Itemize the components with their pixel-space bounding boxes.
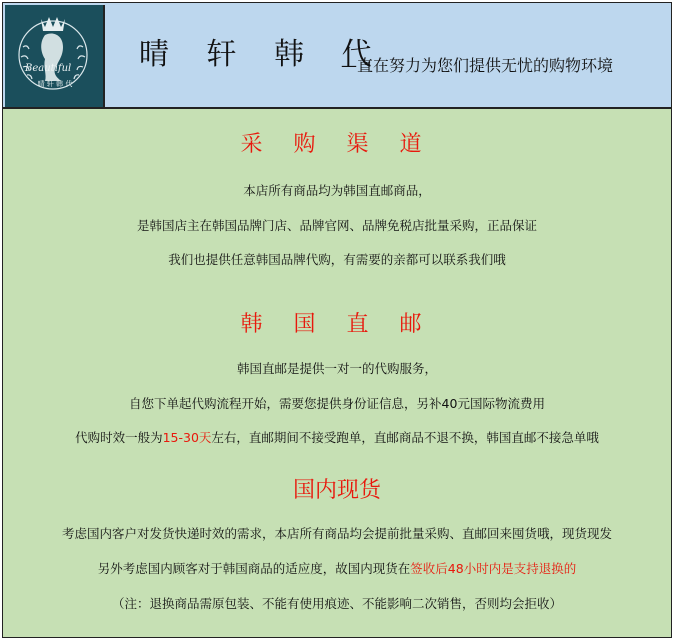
delivery-time-highlight: 15-30天 <box>162 430 212 445</box>
section-title-domestic-stock: 国内现货 <box>292 478 381 503</box>
direct-mail-line-2: 自您下单起代购流程开始，需要您提供身份证信息，另补40元国际物流费用 <box>129 396 545 411</box>
page-frame <box>2 2 672 638</box>
logo <box>5 5 105 107</box>
domestic-line-3-note: （注：退换商品需原包装、不能有使用痕迹、不能影响二次销售，否则均会拒收） <box>111 596 562 611</box>
direct-mail-line-3 <box>3 428 671 446</box>
logo-text: Beautiful <box>25 63 72 74</box>
section-title-korea-direct-mail: 韩 国 直 邮 <box>240 312 434 337</box>
domestic-line-1: 考虑国内客户对发货快递时效的需求，本店所有商品均会提前批量采购、直邮回来囤货哦，现货现发 <box>61 526 612 541</box>
domestic-line-2 <box>3 559 671 577</box>
return-policy-highlight: 签收后48小时内是支持退换的 <box>410 561 577 576</box>
purchase-line-1: 本店所有商品均为韩国直邮商品， <box>243 183 431 198</box>
section-title-purchase-channel: 采 购 渠 道 <box>240 132 434 157</box>
shop-title: 晴 轩 韩 代 <box>139 37 386 72</box>
direct-mail-line-3-b: 左右，直邮期间不接受跑单，直邮商品不退不换，韩国直邮不接急单哦 <box>211 430 599 445</box>
logo-subtext: 晴 轩 韩 代 <box>37 80 73 88</box>
direct-mail-line-1: 韩国直邮是提供一对一的代购服务， <box>236 361 437 376</box>
purchase-line-3: 我们也提供任意韩国品牌代购，有需要的亲都可以联系我们哦 <box>168 252 506 267</box>
domestic-line-2-a: 另外考虑国内顾客对于韩国商品的适应度，故国内现货在 <box>97 561 411 576</box>
header-banner <box>3 3 671 109</box>
shop-slogan: —直在努力为您们提供无忧的购物环境 <box>341 56 614 75</box>
direct-mail-line-3-a: 代购时效一般为 <box>75 430 163 445</box>
purchase-line-2: 是韩国店主在韩国品牌门店、品牌官网、品牌免税店批量采购，正品保证 <box>136 218 537 233</box>
